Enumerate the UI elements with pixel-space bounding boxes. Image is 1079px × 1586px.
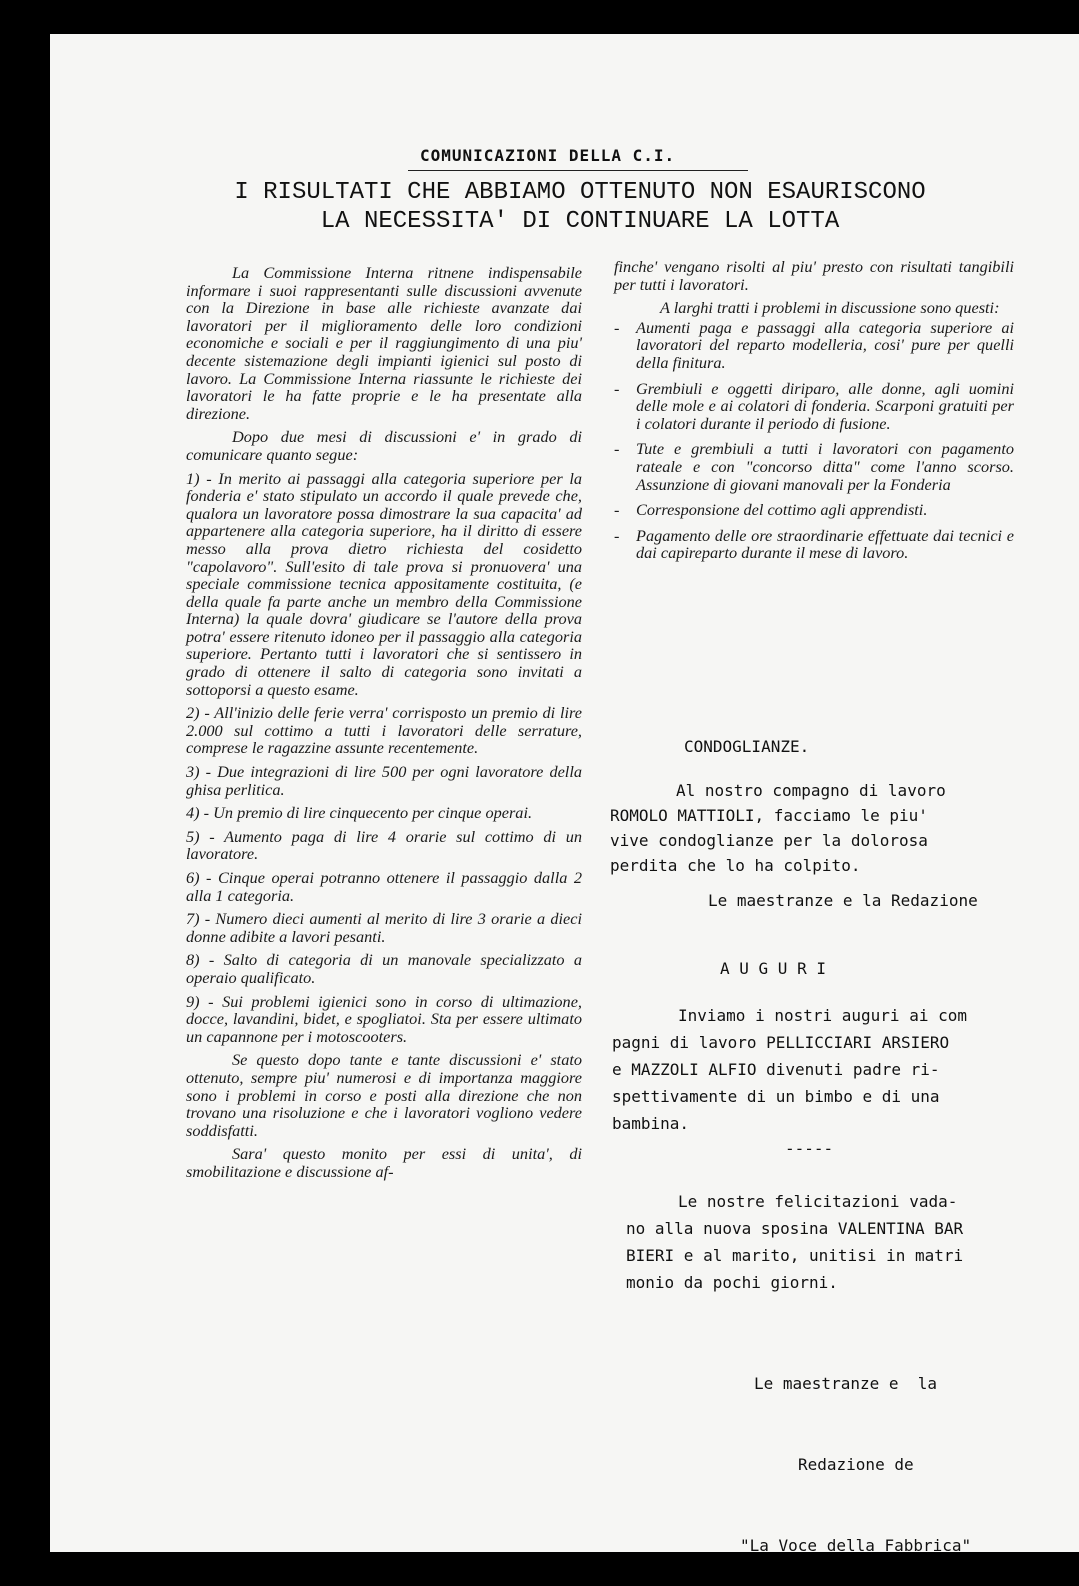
bullet: - (614, 317, 620, 337)
felicitazioni-line: no alla nuova sposina VALENTINA BAR (626, 1219, 964, 1238)
problem-item: - Tute e grembiuli a tutti i lavoratori con pagamento rateale e con "concorso ditta" come l'anno scorso. Assunzione di giovani manovali per la Fonderia (614, 439, 1014, 494)
list-item: 9) - Sui problemi igienici sono in corso di ultimazione, docce, lavandini, bidet, e spogliatoi. Sta per essere ultimato un capannone per i motoscooters. (186, 991, 582, 1046)
auguri-line: spettivamente di un bimbo e di una (612, 1087, 940, 1106)
list-item: 3) - Due integrazioni di lire 500 per ogni lavoratore della ghisa perlitica. (186, 762, 582, 799)
left-column (186, 264, 582, 1187)
headline (160, 178, 1000, 236)
auguri-line: Inviamo i nostri auguri ai com (678, 1006, 967, 1025)
condoglianze-sign: Le maestranze e la Redazione (708, 891, 978, 910)
problem-item: - Grembiuli e oggetti diriparo, alle donne, agli uomini delle mole e ai colatori di fonderia. Scarponi gratuiti per i colatori durante il periodo di fusione. (614, 378, 1014, 433)
headline-line-2: LA NECESSITA' DI CONTINUARE LA LOTTA (320, 208, 840, 235)
bullet: - (614, 439, 620, 459)
auguri-block (612, 1002, 967, 1137)
signature-block (740, 1316, 971, 1586)
condoglianze-title: CONDOGLIANZE. (684, 737, 810, 756)
list-item: 4) - Un premio di lire cinquecento per cinque operai. (186, 803, 533, 823)
felicitazioni-block (626, 1188, 963, 1296)
right-column (614, 258, 1014, 570)
list-item: 8) - Salto di categoria di un manovale specializzato a operaio qualificato. (186, 950, 582, 987)
problem-item: - Corresponsione del cottimo agli apprendisti. (614, 500, 928, 520)
condoglianze-line: ROMOLO MATTIOLI, facciamo le piu' (610, 806, 928, 825)
felicitazioni-line: BIERI e al marito, unitisi in matri (626, 1246, 964, 1265)
problem-item: - Aumenti paga e passaggi alla categoria superiore ai lavoratori del reparto modelleria, cosi' pure per quelli della finitura. (614, 317, 1014, 372)
signature-line: Le maestranze e la (754, 1374, 938, 1393)
condoglianze-line: vive condoglianze per la dolorosa (610, 831, 928, 850)
condoglianze-line: Al nostro compagno di lavoro (676, 781, 946, 800)
bullet: - (614, 500, 620, 520)
intro-paragraph: La Commissione Interna ritnene indispensabile informare i suoi rappresentanti sulle discussioni avvenute con la Direzione in base alle richieste avanzate dai lavoratori per il miglioramento delle loro condizioni economiche e sociali e per il raggiungimento di una piu' decente sistemazione degli impianti igienici sul posto di lavoro. La Commissione Interna riassunte le richieste dei lavoratori le ha fatte proprie e le ha presentate alla direzione. (186, 263, 582, 423)
bullet: - (614, 378, 620, 398)
bullet: - (614, 525, 620, 545)
list-item: 1) - In merito ai passaggi alla categoria superiore per la fonderia e' stato stipulato un accordo il quale prevede che, qualora un lavoratore possa dimostrare la sua capacita' ad appartenere alla categoria superiore, ha il diritto di essere messo alla prova dietro richiesta del cosidetto "capolavoro". Sull'esito di tale prova si pronuovera' una speciale commissione tecnica appositamente costituita, (e della quale fa parte anche un membro della Commissione Interna) la quale dovra' giudicare se l'autore della prova potra' essere ritenuto idoneo per il passaggio alla categoria superiore. Pertanto tutti i lavoratori che si sentissero in grado di ottenere il salto di categoria sono invitati a sottoporsi a questo esame. (186, 468, 582, 699)
problem-item: - Pagamento delle ore straordinarie effettuate dai tecnici e dai capireparto durante il mese di lavoro. (614, 525, 1014, 563)
list-item: 6) - Cinque operai potranno ottenere il passaggio dalla 2 alla 1 categoria. (186, 868, 582, 905)
condoglianze-line: perdita che lo ha colpito. (610, 856, 861, 875)
header-rule (408, 170, 748, 171)
signature-line: "La Voce della Fabbrica" (740, 1536, 972, 1555)
headline-line-1: I RISULTATI CHE ABBIAMO OTTENUTO NON ESAURISCONO (234, 179, 926, 206)
auguri-line: bambina. (612, 1114, 690, 1133)
list-item: 5) - Aumento paga di lire 4 orarie sul cottimo di un lavoratore. (186, 826, 582, 864)
auguri-title: A U G U R I (720, 959, 826, 978)
auguri-line: pagni di lavoro PELLICCIARI ARSIERO (612, 1033, 950, 1052)
list-item: 2) - All'inizio delle ferie verra' corrisposto un premio di lire 2.000 sul cottimo a tutti i lavoratori delle serrature, comprese le ragazzine assunte recentemente. (186, 703, 582, 758)
continuation-paragraph: finche' vengano risolti al piu' presto con risultati tangibili per tutti i lavoratori. (614, 257, 1014, 294)
closing-paragraph-2: Sara' questo monito per essi di unita', di smobilitazione e discussione af- (186, 1144, 582, 1181)
problems-intro: A larghi tratti i problemi in discussione sono questi: (660, 298, 1000, 318)
felicitazioni-line: Le nostre felicitazioni vada- (678, 1192, 958, 1211)
signature-line: Redazione de (798, 1455, 914, 1474)
felicitazioni-line: monio da pochi giorni. (626, 1273, 838, 1292)
list-item: 7) - Numero dieci aumenti al merito di lire 3 orarie a dieci donne adibite a lavori pesanti. (186, 909, 582, 946)
auguri-line: e MAZZOLI ALFIO divenuti padre ri- (612, 1060, 940, 1079)
condoglianze-block (610, 778, 978, 913)
section-header: COMUNICAZIONI DELLA C.I. (420, 146, 676, 165)
divider: ----- (785, 1139, 834, 1158)
after-paragraph: Dopo due mesi di discussioni e' in grado di comunicare quanto segue: (186, 427, 582, 464)
closing-paragraph: Se questo dopo tante e tante discussioni e' stato ottenuto, sempre piu' numerosi e di importanza maggiore sono i problemi in corso e posti alla direzione che non trovano una risoluzione e che i lavoratori vogliono vedere soddisfatti. (186, 1050, 582, 1140)
